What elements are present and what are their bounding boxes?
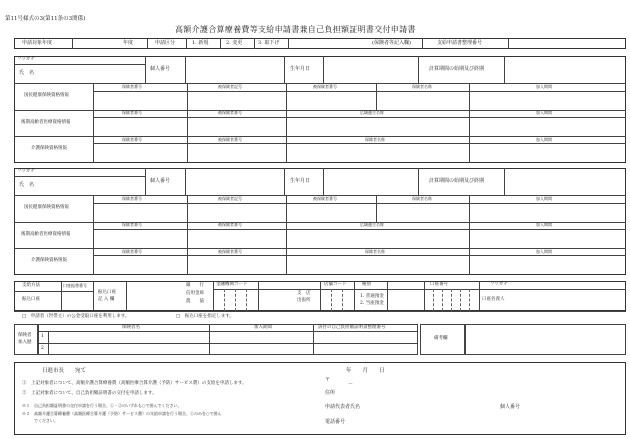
form-page: 第11号様式の3(第11条の3関係) 高額介護合算療養費等支給申請書兼自己負担額証明書交付申請書 申請対象年度 年度 申請区分 1. 新規 2. 変更 3. 取下げ (保険者等記入欄) 支給申請書整理番号 フリガナ 氏 名 個人番号 生年月日 計算期間の始期及び終期 国民健康保険資格情報 後期高齢者医療資格情報 介護保険資格情報 保険者番号 被保険者記号 被保険者番号 保険者名称 加入期間 保険者番号 被保険者番号 広域連合名称 加入期間 保険者番号 被保険者番号 保険者名称 加入期間 フリガナ 氏 名 個人番号 生年月日 計算期間の始期及び終期 国民健康保険資格情報 後期高齢者医療資格情報 介護保険資格情報 保険者番号 被保険者記号 被保険者番号 保険者名称 加入期間 保険者番号 被保険者番号 広域連合名称 加入期間 保険者番号 被保険者番号 保険者名称 加入期間 支給方法 口座振替番号 振込口座 振込口座 記 入 欄 銀 行 信用金庫 農 協 金融機関コード 支 店 出張所 店舗コード 種別 1. 普通預金 2. 当座預金 口座番号 フリガナ 口座名義人 □ 申請者（世帯主）の公金受取口座を利用します。 □ 振込口座を指定します。 保険者 加入歴 保険者名 加入期間 該付の自己負担額証明書整理番号 1 2 備考欄 日進市長 宛て 年 月 日 ① 上記対象者について、高額介護合算療養費（高額医療合算介護（予防）サービス費）の支給を申請します。 ② 上記対象者について、自己負担額証明書の交付を申請します。 ※１ 自己負担額証明書の交付申請を行う場合、①・②のいずれも○で囲んでください。 ※２ 高額介護合算療養費（高額医療合算介護（予防）サービス費）の支給申請を行う場合、①のみを○で囲ん でください。 〒 － 住所 申請代表者氏名 個人番号 電話番号 [0,0,630,439]
applicant-personal-number-label: 個人番号 [500,404,521,410]
transfer-method-label: 支給方法 [22,283,40,288]
declaration-item-2: ② 上記対象者について、自己負担額証明書の交付を申請します。 [22,391,157,396]
zip-symbol: 〒 [325,377,331,383]
period-label-1: 計算期間の始期及び終期 [429,66,485,72]
holder-label: 口座名義人 [482,297,505,302]
remarks-field[interactable] [465,324,626,355]
birthdate-label-1: 生年月日 [290,66,311,72]
ordinary-deposit[interactable]: 1. 普通預金 [360,294,384,299]
note-1: ※１ 自己負担額証明書の交付申請を行う場合、①・②のいずれも○で囲んでください。 [22,403,182,408]
account-number-label: 口座番号 [430,282,448,287]
furigana-label-2: フリガナ [17,169,35,174]
bank-code-label: 金融機関コード [216,282,248,287]
birthdate-label-2: 生年月日 [290,178,311,184]
bank-type-2: 信用金庫 [186,291,204,296]
branch-label-2: 出張所 [297,298,311,303]
address-label: 住所 [325,390,336,396]
branch-code-label: 店舗コード [324,282,347,287]
bank-type-1: 銀 行 [186,283,204,288]
insurer-note: (保険者等記入欄) [372,40,411,46]
specify-account-check[interactable]: □ 振込口座を指定します。 [176,314,234,319]
category-label: 申請区分 [155,40,176,46]
year-unit: 年度 [123,40,134,46]
late-elderly-label-1: 後期高齢者医療資格情報 [21,120,71,125]
addressee: 日進市長 宛て [42,368,87,374]
history-row-1: 1 [41,334,44,339]
account-entry-label-2: 記 入 欄 [98,297,115,302]
col-insurer-name: 保険者名 [122,325,140,330]
period-label-2: 計算期間の始期及び終期 [429,178,485,184]
payment-number-label: 支給申請書整理番号 [437,40,483,46]
phone-label: 電話番号 [325,419,346,425]
header-row [14,38,626,49]
remarks-label: 備考欄 [434,336,448,341]
branch-label-1: 支 店 [297,291,311,296]
col-certificate-number: 該付の自己負担額証明書整理番号 [318,325,386,330]
current-deposit[interactable]: 2. 当座預金 [360,301,384,306]
bank-type-3: 農 協 [186,299,204,304]
nhi-label-1: 国民健康保険資格情報 [24,93,69,98]
personal-number-label-2: 個人番号 [150,178,171,184]
name-label-2: 氏 名 [19,182,35,188]
note-2a: ※２ 高額介護合算療養費（高額医療合算介護（予防）サービス費）の支給申請を行う場合、①のみを○で囲ん [22,411,222,416]
account-entry-label-1: 振込口座 [98,290,116,295]
form-number: 第11号様式の3(第11条の3関係) [5,16,86,22]
nhi-label-2: 国民健康保険資格情報 [24,205,69,210]
page-title: 高額介護合算療養費等支給申請書兼自己負担額証明書交付申請書 [175,25,416,34]
account-type-label: 口座振替番号 [63,283,87,288]
insurer-history-label-2: 加入歴 [18,340,32,345]
use-public-account-check[interactable]: □ 申請者（世帯主）の公金受取口座を利用します。 [22,314,130,319]
late-elderly-label-2: 後期高齢者医療資格情報 [21,232,71,237]
account-transfer-label: 振込口座 [22,297,40,302]
name-label-1: 氏 名 [19,70,35,76]
kind-label: 種別 [362,282,371,287]
insurer-history-label-1: 保険者 [18,333,32,338]
holder-furigana-label: フリガナ [490,282,508,287]
applicant-label: 申請代表者氏名 [325,404,361,410]
history-row-2: 2 [41,346,44,351]
declaration-item-1: ① 上記対象者について、高額介護合算療養費（高額医療合算介護（予防）サービス費）の支給を申請します。 [22,381,247,386]
zip-dash: － [348,381,354,387]
applicant-year-label: 申請対象年度 [22,40,53,46]
date-line: 年 月 日 [346,368,385,374]
note-2b: でください。 [34,418,58,423]
care-label-2: 介護保険資格情報 [31,258,67,263]
category-new[interactable]: 1. 新規 [192,40,209,46]
col-joined-period: 加入期間 [254,325,272,330]
declaration-section [14,362,626,435]
care-label-1: 介護保険資格情報 [31,146,67,151]
personal-number-label-1: 個人番号 [150,66,171,72]
category-withdraw[interactable]: 3. 取下げ [258,40,280,46]
category-change[interactable]: 2. 変更 [226,40,243,46]
furigana-label-1: フリガナ [17,57,35,62]
